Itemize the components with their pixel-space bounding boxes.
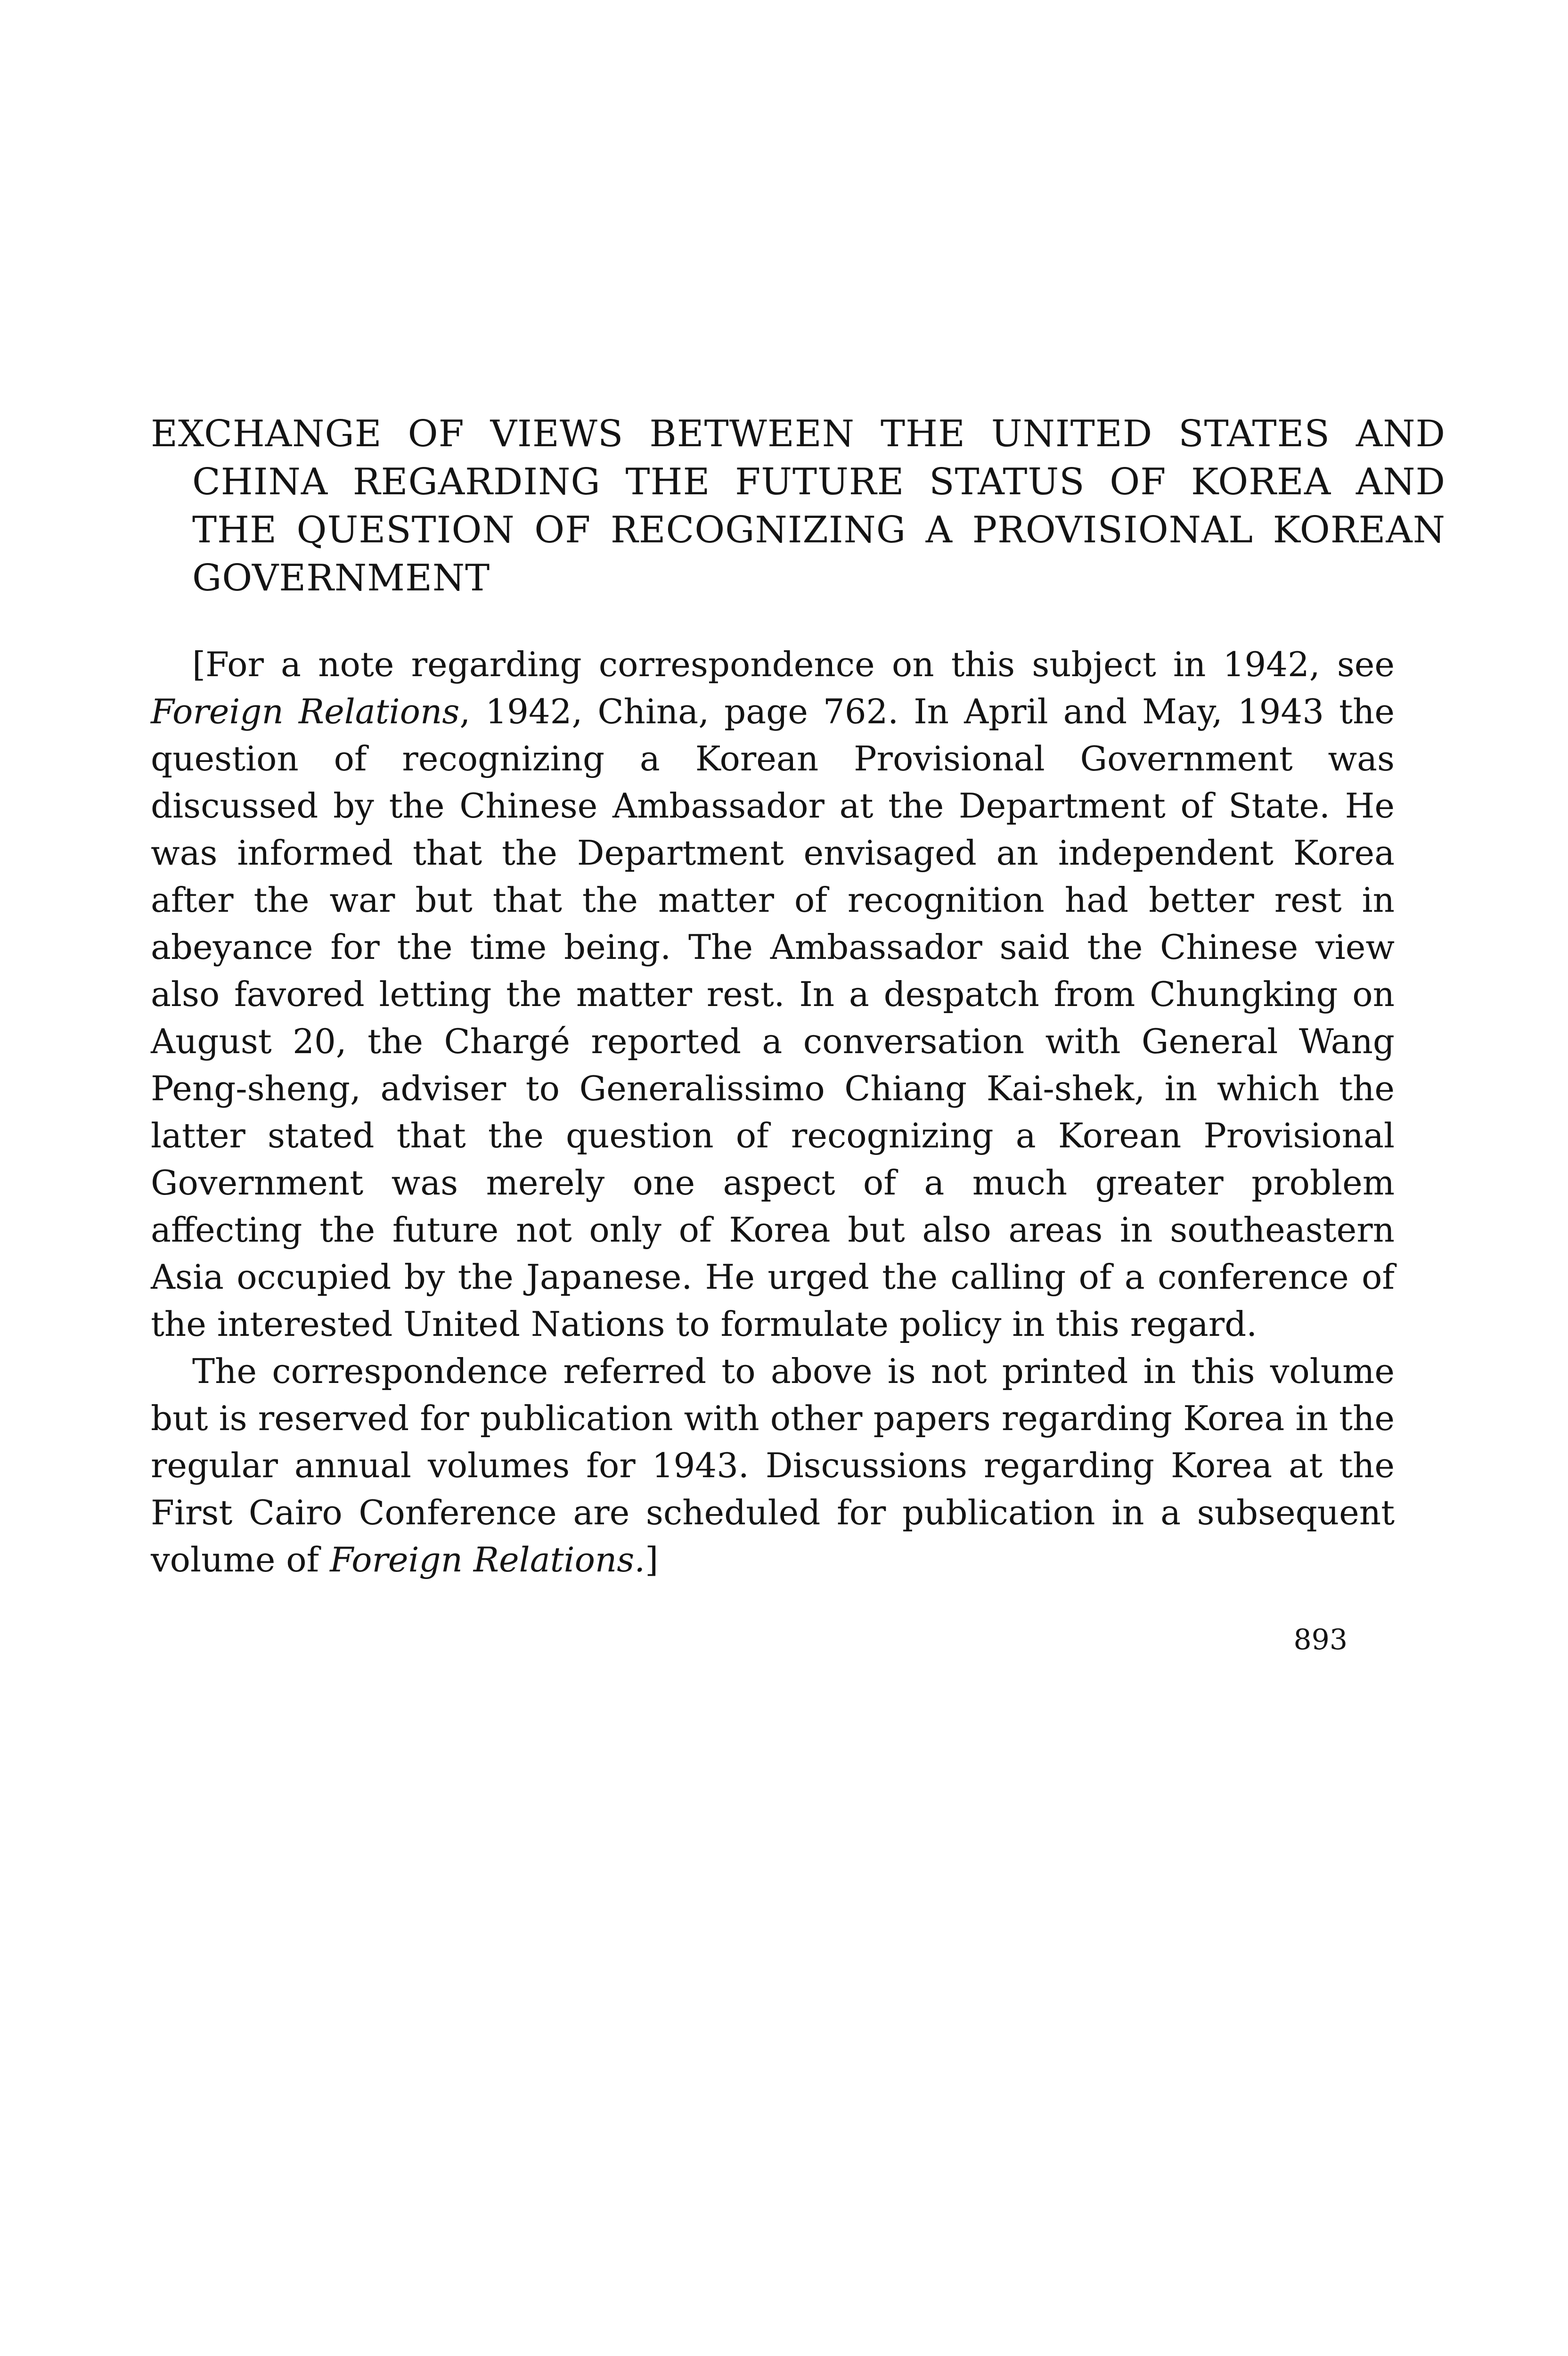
paragraph-1-text-rest: , 1942, China, page 762. In April and May, 1943 the question of recognizing a Korean Provisional Government was discussed by the Chinese Ambassador at the Department of State. He was informed that the Department envisaged an independent Korea after the war but that the matter of recognition had better rest in abeyance for the time being. The Ambassador said the Chinese view also favored letting the matter rest. In a despatch from Chungking on August 20, the Chargé reported a conversation with General Wang Peng-sheng, adviser to Generalissimo Chiang Kai-shek, in which the latter stated that the question of recognizing a Korean Provisional Government was merely one aspect of a much greater problem affecting the future not only of Korea but also areas in southeastern Asia occupied by the Japanese. He urged the calling of a conference of the interested United Nations to formulate policy in this regard. [151, 692, 1395, 1344]
publication-title-italic: Foreign Relations [151, 692, 460, 731]
section-title: EXCHANGE OF VIEWS BETWEEN THE UNITED STATES AND CHINA REGARDING THE FUTURE STATUS OF KOREA AND THE QUESTION OF RECOGNIZING A PROVISIONAL KOREAN GOVERNMENT [151, 413, 1446, 599]
paragraph-2-text-start: The correspondence referred to above is not printed in this volume but is reserved for publication with other papers regarding Korea in the regular annual volumes for 1943. Discussions regarding Korea at the First Cairo Conference are scheduled for publication in a subsequent volume of [151, 1351, 1395, 1579]
note-paragraph-1 [151, 641, 1395, 1348]
editorial-note [151, 641, 1395, 1583]
note-paragraph-2 [151, 1348, 1395, 1583]
paragraph-2-text-end: ] [645, 1540, 659, 1579]
page-number: 893 [1293, 1623, 1348, 1656]
publication-title-italic-2: Foreign Relations. [330, 1540, 645, 1579]
paragraph-1-text-start: [For a note regarding correspondence on this subject in 1942, see [192, 645, 1395, 684]
